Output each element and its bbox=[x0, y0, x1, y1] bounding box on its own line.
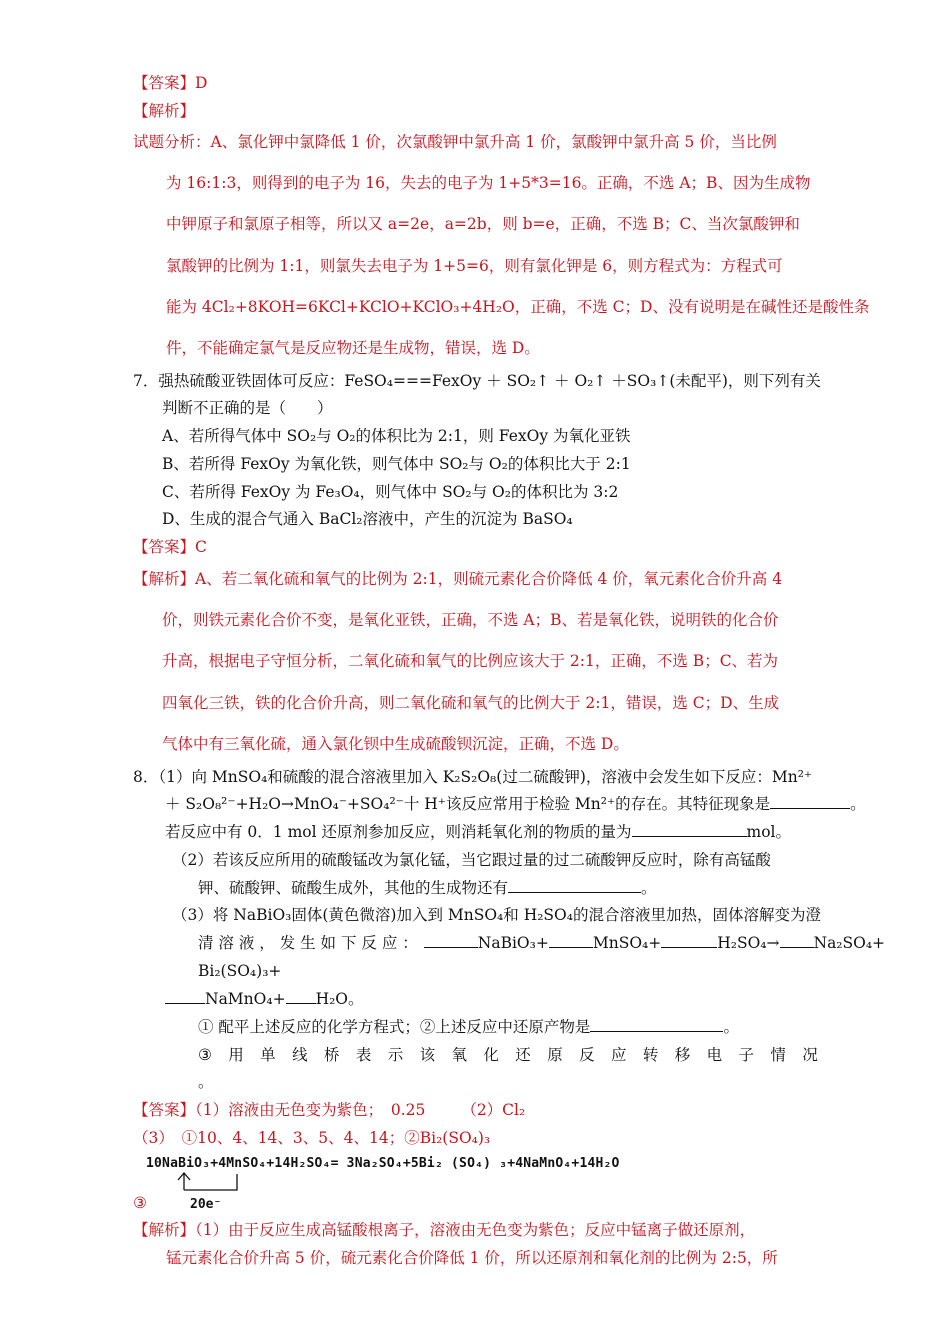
q7-analysis-line: 四氧化三铁，铁的化合价升高，则二氧化硫和氧气的比例大于 2:1，错误，选 C；D、生成 bbox=[162, 694, 780, 712]
q7-answer bbox=[133, 536, 207, 558]
char: 用 bbox=[228, 1046, 244, 1064]
answer-tag: 【答案】 bbox=[133, 538, 196, 556]
coefficient-blank[interactable] bbox=[286, 989, 316, 1004]
char: 线 bbox=[292, 1046, 308, 1064]
q7-stem-line-1: 7．强热硫酸亚铁固体可反应：FeSO₄===FexOy ＋ SO₂↑ ＋ O₂↑ ＋SO₃↑(未配平)，则下列有关 bbox=[133, 372, 821, 390]
product-h2o: H₂O。 bbox=[315, 990, 364, 1008]
analysis-text: A、若二氧化硫和氧气的比例为 2:1，则硫元素化合价降低 4 价，氧元素化合价升高 4 bbox=[195, 570, 783, 588]
char: 反 bbox=[579, 1046, 595, 1064]
reagent-nabio3: NaBiO₃+ bbox=[477, 934, 549, 952]
q8-line-12: 。 bbox=[198, 1073, 214, 1091]
char: 转 bbox=[642, 1046, 659, 1064]
char: 表 bbox=[355, 1046, 372, 1064]
q8-line-3-end: mol。 bbox=[746, 823, 791, 841]
q8-line-11 bbox=[198, 1044, 818, 1066]
char: 桥 bbox=[323, 1046, 340, 1064]
char: 子 bbox=[738, 1046, 755, 1064]
electron-transfer-line bbox=[178, 1173, 237, 1190]
coefficient-blank[interactable] bbox=[661, 933, 717, 948]
q8-analysis-line: 锰元素化合价升高 5 价，硫元素化合价降低 1 价，所以还原剂和氧化剂的比例为 2:5，所 bbox=[166, 1249, 778, 1267]
answer-blank[interactable] bbox=[590, 1017, 723, 1032]
answer-blank[interactable] bbox=[770, 794, 850, 809]
q7-option-c: C、若所得 FexOy 为 Fe₃O₄，则气体中 SO₂与 O₂的体积比为 3:2 bbox=[162, 483, 619, 501]
q7-analysis-line: 气体中有三氧化硫，通入氯化钡中生成硫酸钡沉淀，正确，不选 D。 bbox=[162, 735, 629, 753]
q7-analysis-line: 价，则铁元素化合价不变，是氧化亚铁，正确，不选 A；B、若是氧化铁，说明铁的化合价 bbox=[162, 611, 779, 629]
char: 氧 bbox=[451, 1046, 468, 1064]
q8-line-5-end: 。 bbox=[641, 879, 657, 897]
q6-analysis-line: 中钾原子和氯原子相等，所以又 a=2e，a=2b，则 b=e，正确，不选 B；C、当次氯酸钾和 bbox=[166, 215, 800, 233]
q6-analysis-line: 件，不能确定氯气是反应物还是生成物，错误，选 D。 bbox=[166, 339, 540, 357]
q8-line-5 bbox=[198, 877, 657, 899]
q6-analysis-line: 为 16:1:3，则得到的电子为 16，失去的电子为 1+5*3=16。正确，不选 A；B、因为生成物 bbox=[166, 174, 811, 192]
answer-text: （1）溶液由无色变为紫色； 0.25 （2）Cl₂ bbox=[195, 1101, 526, 1119]
q8-line-10 bbox=[198, 1016, 739, 1038]
q7-analysis-line: 升高，根据电子守恒分析，二氧化硫和氧气的比例应该大于 2:1，正确，不选 B；C、若为 bbox=[162, 652, 779, 670]
product-na2so4: Na₂SO₄+ bbox=[813, 934, 886, 952]
q7-analysis-first bbox=[133, 568, 782, 590]
answer-value: D bbox=[195, 74, 208, 92]
answer-tag: 【答案】 bbox=[133, 1101, 196, 1119]
product-namno4: NaMnO₄+ bbox=[205, 990, 286, 1008]
char: 应 bbox=[610, 1046, 627, 1064]
q8-line-2-end: 。 bbox=[850, 795, 866, 813]
q7-stem-line-2: 判断不正确的是（ ） bbox=[162, 399, 333, 417]
circle-three: ③ bbox=[133, 1194, 147, 1212]
char: 该 bbox=[419, 1046, 436, 1064]
coefficient-blank[interactable] bbox=[780, 933, 814, 948]
q6-analysis-line: 能为 4Cl₂+8KOH=6KCl+KClO+KClO₃+4H₂O，正确，不选 C；D、没有说明是在碱性还是酸性条 bbox=[166, 298, 870, 316]
char: 原 bbox=[547, 1046, 563, 1064]
q6-analysis-line: 试题分析：A、氯化钾中氯降低 1 价，次氯酸钾中氯升高 1 价，氯酸钾中氯升高 5 价，当比例 bbox=[133, 133, 777, 151]
char: 电 bbox=[706, 1046, 723, 1064]
q8-line-10-end: 。 bbox=[723, 1018, 739, 1036]
analysis-tag: 【解析】 bbox=[133, 1221, 196, 1239]
q8-line-8: Bi₂(SO₄)₃+ bbox=[198, 962, 282, 980]
q8-line-9 bbox=[165, 988, 364, 1010]
analysis-text: （1）由于反应生成高锰酸根离子，溶液由无色变为紫色；反应中锰离子做还原剂， bbox=[195, 1221, 756, 1239]
q8-line-3 bbox=[165, 821, 791, 843]
q7-option-a: A、若所得气体中 SO₂与 O₂的体积比为 2:1，则 FexOy 为氧化亚铁 bbox=[162, 427, 631, 445]
coefficient-blank[interactable] bbox=[424, 933, 478, 948]
q6-analysis-line: 氯酸钾的比例为 1:1，则氯失去电子为 1+5=6，则有氯化钾是 6，则方程式为：方程式可 bbox=[166, 257, 783, 275]
analysis-tag: 【解析】 bbox=[133, 570, 196, 588]
char: 示 bbox=[387, 1046, 404, 1064]
q8-line-7 bbox=[198, 932, 885, 954]
q8-line-1: 8．（1）向 MnSO₄和硫酸的混合溶液里加入 K₂S₂O₈(过二硫酸钾)，溶液中会发生如下反应：Mn²⁺ bbox=[133, 768, 813, 786]
q8-line-3-text: 若反应中有 0．1 mol 还原剂参加反应，则消耗氧化剂的物质的量为 bbox=[165, 823, 632, 841]
q6-answer bbox=[133, 72, 207, 94]
char: 况 bbox=[802, 1046, 818, 1064]
q8-line-5-text: 钾、硫酸钾、硫酸生成外，其他的生成物还有 bbox=[198, 879, 509, 897]
answer-blank[interactable] bbox=[508, 878, 641, 893]
char: 移 bbox=[674, 1046, 691, 1064]
electron-label: 20e⁻ bbox=[190, 1197, 222, 1212]
answer-value: C bbox=[195, 538, 207, 556]
answer-blank[interactable] bbox=[632, 822, 747, 837]
q8-line-4: （2）若该反应所用的硫酸锰改为氯化锰，当它跟过量的过二硫酸钾反应时，除有高锰酸 bbox=[172, 851, 771, 869]
q8-line-6: （3）将 NaBiO₃固体(黄色微溶)加入到 MnSO₄和 H₂SO₄的混合溶液里加热，固体溶解变为澄 bbox=[172, 906, 821, 924]
q8-line-10-text: ① 配平上述反应的化学方程式；②上述反应中还原产物是 bbox=[198, 1018, 591, 1036]
q8-answer bbox=[133, 1099, 525, 1121]
answer-tag: 【答案】 bbox=[133, 74, 196, 92]
balanced-equation: 10NaBiO₃+4MnSO₄+14H₂SO₄= 3Na₂SO₄+5Bi₂ (SO₄) ₃+4NaMnO₄+14H₂O bbox=[146, 1156, 620, 1171]
q7-option-d: D、生成的混合气通入 BaCl₂溶液中，产生的沉淀为 BaSO₄ bbox=[162, 510, 573, 528]
coefficient-blank[interactable] bbox=[165, 989, 205, 1004]
q6-analysis-tag: 【解析】 bbox=[133, 102, 196, 120]
single-bridge-arrow bbox=[170, 1170, 250, 1194]
coefficient-blank[interactable] bbox=[549, 933, 593, 948]
reagent-mnso4: MnSO₄+ bbox=[592, 934, 662, 952]
q8-line-2 bbox=[165, 793, 866, 815]
q8-analysis-first bbox=[133, 1219, 755, 1241]
char: 还 bbox=[515, 1046, 531, 1064]
reagent-h2so4: H₂SO₄→ bbox=[717, 934, 780, 952]
char: 情 bbox=[770, 1046, 786, 1064]
q7-option-b: B、若所得 FexOy 为氧化铁，则气体中 SO₂与 O₂的体积比大于 2:1 bbox=[162, 455, 631, 473]
char: ③ bbox=[198, 1046, 212, 1064]
q8-line-7-lead: 清 溶 液 ， 发 生 如 下 反 应 ： bbox=[198, 934, 418, 952]
q8-answer-part3: （3） ①10、4、14、3、5、4、14；②Bi₂(SO₄)₃ bbox=[133, 1129, 491, 1147]
q8-line-2-text: ＋ S₂O₈²⁻+H₂O→MnO₄⁻+SO₄²⁻十 H⁺该反应常用于检验 Mn²⁺的存在。其特征现象是 bbox=[165, 795, 771, 813]
char: 化 bbox=[483, 1046, 499, 1064]
char: 单 bbox=[260, 1046, 276, 1064]
